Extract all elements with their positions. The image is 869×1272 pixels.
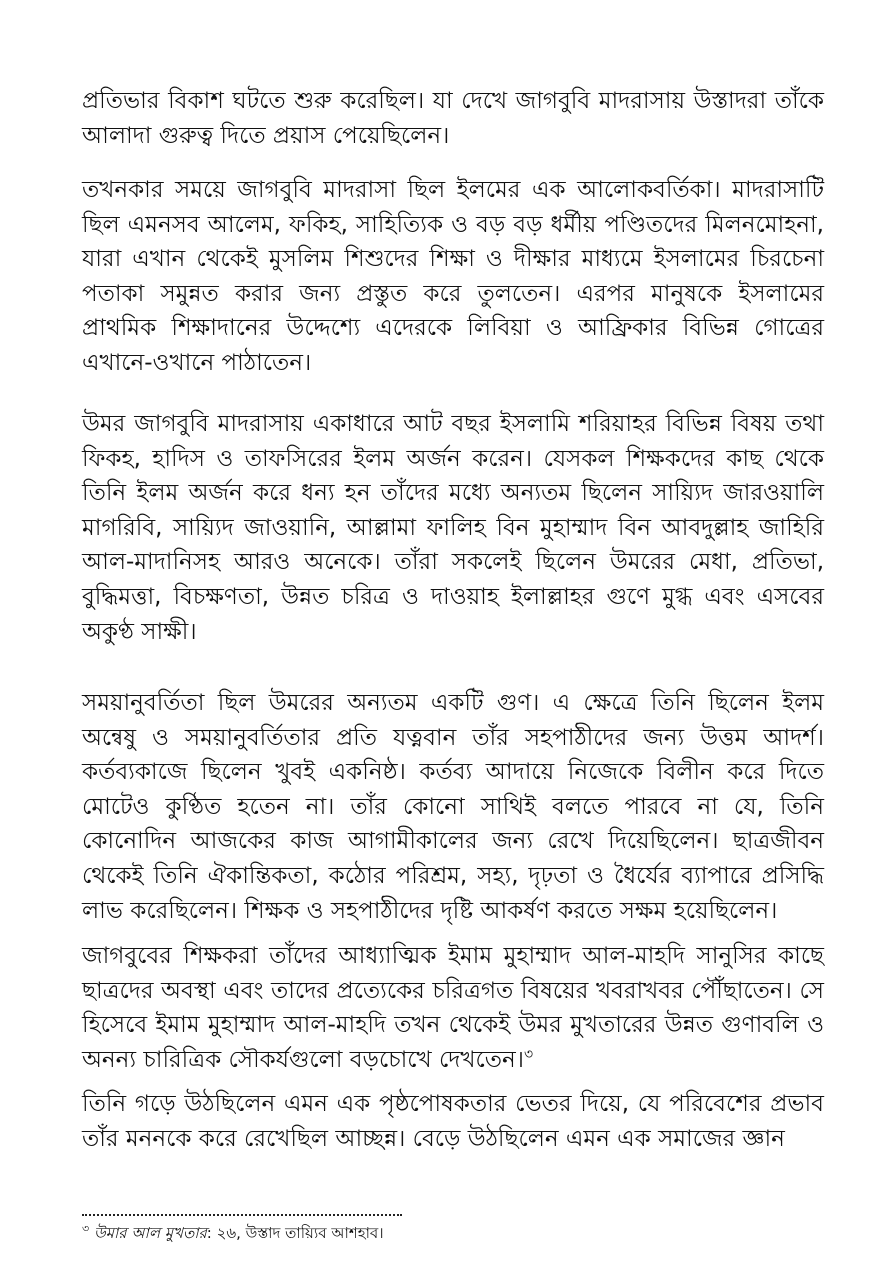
paragraph-3: উমর জাগবুবি মাদরাসায় একাধারে আট বছর ইসলামি শরিয়াহর বিভিন্ন বিষয় তথা ফিকহ, হাদিস ও তাফসিরের ইলম অর্জন করেন। যেসকল শিক্ষকদের কাছ থেকে তিনি ইলম অর্জন করে ধন্য হন তাঁদের মধ্যে অন্যতম ছিলেন সায়্যিদ জারওয়ালি মাগরিবি, সায়্যিদ জাওয়ানি, আল্লামা ফালিহ বিন মুহাম্মাদ বিন আবদুল্লাহ জাহিরি আল-মাদানিসহ আরও অনেকে। তাঁরা সকলেই ছিলেন উমরের মেধা, প্রতিভা, বুদ্ধিমত্তা, বিচক্ষণতা, উন্নত চরিত্র ও দাওয়াহ ইলাল্লাহর গুণে মুগ্ধ এবং এসবের অকুণ্ঠ সাক্ষী। bbox=[82, 411, 824, 645]
footnote-source-text: : ২৬, উস্তাদ তায়্যিব আশহাব। bbox=[206, 1224, 384, 1242]
paragraph-1: প্রতিভার বিকাশ ঘটতে শুরু করেছিল। যা দেখে জাগবুবি মাদরাসায় উস্তাদরা তাঁকে আলাদা গুরুত্ব দিতে প্রয়াস পেয়েছিলেন। bbox=[82, 88, 824, 149]
footnote-source-title: উমার আল মুখতার bbox=[93, 1224, 207, 1242]
footnote bbox=[82, 1222, 782, 1244]
paragraph-4: সময়ানুবর্তিতা ছিল উমরের অন্যতম একটি গুণ। এ ক্ষেত্রে তিনি ছিলেন ইলম অন্বেষু ও সময়ানুবর্তিতার প্রতি যত্নবান তাঁর সহপাঠীদের জন্য উত্তম আদর্শ। কর্তব্যকাজে ছিলেন খুবই একনিষ্ঠ। কর্তব্য আদায়ে নিজেকে বিলীন করে দিতে মোটেও কুণ্ঠিত হতেন না। তাঁর কোনো সাথিই বলতে পারবে না যে, তিনি কোনোদিন আজকের কাজ আগামীকালের জন্য রেখে দিয়েছিলেন। ছাত্রজীবন থেকেই তিনি ঐকান্তিকতা, কঠোর পরিশ্রম, সহ্য, দৃঢ়তা ও ধৈর্যের ব্যাপারে প্রসিদ্ধি লাভ করেছিলেন। শিক্ষক ও সহপাঠীদের দৃষ্টি আকর্ষণ করতে সক্ষম হয়েছিলেন। bbox=[82, 690, 824, 924]
paragraph-2: তখনকার সময়ে জাগবুবি মাদরাসা ছিল ইলমের এক আলোকবর্তিকা। মাদরাসাটি ছিল এমনসব আলেম, ফকিহ, সাহিত্যিক ও বড় বড় ধর্মীয় পণ্ডিতদের মিলনমোহনা, যারা এখান থেকেই মুসলিম শিশুদের শিক্ষা ও দীক্ষার মাধ্যমে ইসলামের চিরচেনা পতাকা সমুন্নত করার জন্য প্রস্তুত করে তুলতেন। এরপর মানুষকে ইসলামের প্রাথমিক শিক্ষাদানের উদ্দেশ্যে এদেরকে লিবিয়া ও আফ্রিকার বিভিন্ন গোত্রের এখানে-ওখানে পাঠাতেন। bbox=[82, 177, 824, 376]
paragraph-5 bbox=[82, 939, 824, 1077]
paragraph-6: তিনি গড়ে উঠছিলেন এমন এক পৃষ্ঠপোষকতার ভেতর দিয়ে, যে পরিবেশের প্রভাব তাঁর মননকে করে রেখেছিল আচ্ছন্ন। বেড়ে উঠছিলেন এমন এক সমাজের জ্ঞান bbox=[82, 1091, 824, 1152]
footnote-divider bbox=[82, 1214, 402, 1216]
footnote-mark: ৩ bbox=[82, 1222, 90, 1235]
paragraph-5-text: জাগবুবের শিক্ষকরা তাঁদের আধ্যাত্মিক ইমাম মুহাম্মাদ আল-মাহদি সানুসির কাছে ছাত্রদের অবস্থা এবং তাদের প্রত্যেকের চরিত্রগত বিষয়ের খবরাখবর পৌঁছাতেন। সে হিসেবে ইমাম মুহাম্মাদ আল-মাহদি তখন থেকেই উমর মুখতারের উন্নত গুণাবলি ও অনন্য চারিত্রিক সৌকর্যগুলো বড়চোখে দেখতেন। bbox=[82, 943, 824, 1073]
footnote-reference-mark: ৩ bbox=[523, 1046, 534, 1063]
